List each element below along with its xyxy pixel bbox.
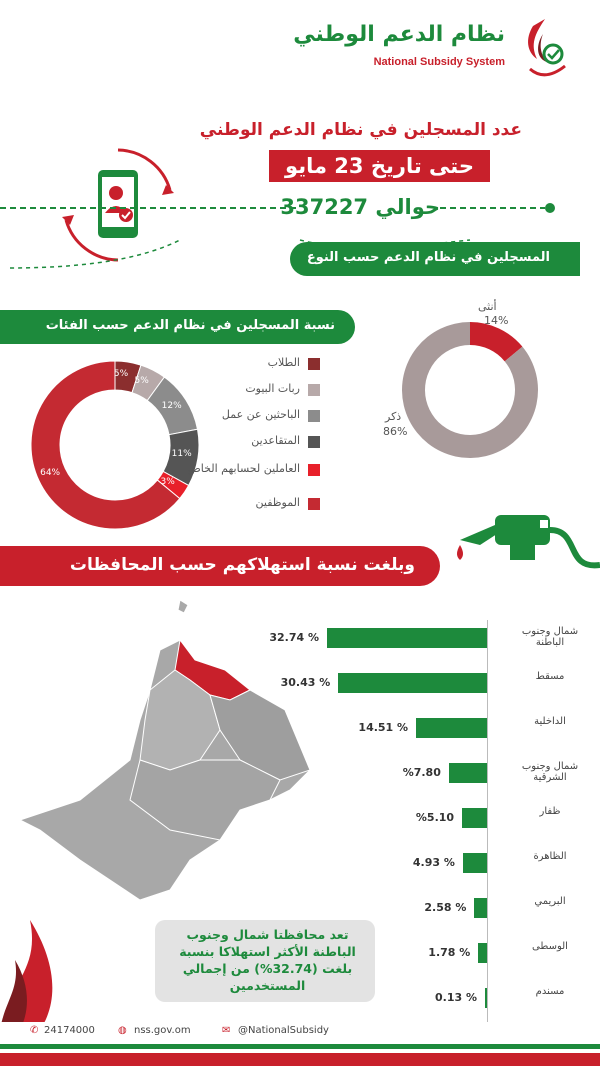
- fuel-nozzle-icon: [440, 510, 600, 580]
- legend-swatch: [308, 436, 320, 448]
- twitter-icon: ✉: [222, 1025, 231, 1036]
- globe-icon: ◍: [118, 1025, 127, 1036]
- gender-banner-title: المسجلين في نظام الدعم حسب النوع: [306, 250, 550, 265]
- province-name: مسندم: [535, 986, 565, 997]
- footer: [0, 1022, 600, 1042]
- province-name: الداخلية: [534, 716, 566, 727]
- category-slice-label: 5%: [134, 376, 149, 387]
- legend-swatch: [308, 358, 320, 370]
- footer-stripe: [0, 1044, 600, 1066]
- province-bar: [485, 988, 487, 1008]
- footer-phone[interactable]: 24174000: [44, 1025, 95, 1036]
- registered-count: حوالي 337227: [280, 195, 440, 219]
- province-bar: [478, 943, 487, 963]
- legend-swatch: [308, 464, 320, 476]
- male-label: ذكر: [385, 410, 402, 423]
- legend-label: الطلاب: [267, 356, 300, 369]
- province-name: الظاهرة: [533, 851, 567, 862]
- gender-donut-chart: [400, 320, 540, 460]
- category-slice-label: 12%: [161, 400, 182, 411]
- province-bar: [416, 718, 487, 738]
- province-name: شمال وجنوب الشرقية: [521, 761, 579, 783]
- province-value: %7.80: [402, 766, 441, 779]
- category-slice-label: 11%: [171, 448, 192, 459]
- province-value: % 2.58: [424, 901, 467, 914]
- province-bar: [449, 763, 487, 783]
- categories-banner-title: نسبة المسجلين في نظام الدعم حسب الفئات: [45, 318, 335, 333]
- province-bar: [327, 628, 487, 648]
- province-value: % 14.51: [358, 721, 409, 734]
- categories-donut-chart: [30, 360, 200, 530]
- legend-swatch: [308, 498, 320, 510]
- province-value: %5.10: [415, 811, 455, 824]
- province-bar: [474, 898, 487, 918]
- decorative-flames: [0, 920, 70, 1030]
- footer-twitter[interactable]: @NationalSubsidy: [238, 1025, 329, 1036]
- province-bar: [462, 808, 487, 828]
- categories-banner: [0, 310, 355, 344]
- province-value: % 1.78: [428, 946, 471, 959]
- province-value: % 4.93: [412, 856, 455, 869]
- phone-icon: ✆: [30, 1025, 39, 1036]
- province-value: % 0.13: [435, 991, 477, 1004]
- province-name: ظفار: [539, 806, 561, 817]
- logo-english: National Subsidy System: [373, 56, 505, 68]
- province-name: الوسطى: [532, 941, 568, 952]
- gender-banner: [290, 242, 580, 276]
- consumption-banner: [0, 546, 440, 586]
- legend-label: المتقاعدين: [251, 434, 300, 447]
- province-name: مسقط: [535, 671, 565, 682]
- category-slice-label: 5%: [113, 369, 129, 380]
- oman-map: [20, 600, 320, 900]
- male-pct: 86%: [383, 425, 408, 438]
- category-slice-label: 64%: [40, 467, 61, 478]
- category-slice-label: 3%: [160, 477, 175, 488]
- note-text: تعد محافظتا شمال وجنوب الباطنة الأكثر استهلاكا بنسبة بلغت (32.74%) من إجمالي المستخدمين: [179, 927, 356, 993]
- logo-arabic: نظام الدعم الوطني: [293, 22, 505, 47]
- registered-title: عدد المسجلين في نظام الدعم الوطني: [199, 120, 522, 140]
- logo-mark: [515, 14, 575, 84]
- province-bar: [463, 853, 487, 873]
- province-bar: [338, 673, 487, 693]
- province-name: البريمي: [534, 896, 566, 907]
- legend-swatch: [308, 384, 320, 396]
- registered-date: حتى تاريخ 23 مايو: [269, 150, 490, 182]
- footer-website[interactable]: nss.gov.om: [134, 1025, 191, 1036]
- legend-label: ربات البيوت: [245, 382, 300, 395]
- legend-swatch: [308, 410, 320, 422]
- female-label: أنثى: [478, 300, 497, 313]
- legend-label: العاملين لحسابهم الخاص: [187, 462, 300, 475]
- province-value: % 30.43: [280, 676, 331, 689]
- legend-label: الموظفين: [255, 496, 300, 509]
- province-name: شمال وجنوب الباطنة: [521, 626, 579, 648]
- bar-axis: [487, 620, 488, 1025]
- consumption-banner-title: وبلغت نسبة استهلاكهم حسب المحافظات: [69, 555, 415, 575]
- province-value: % 32.74: [269, 631, 319, 644]
- legend-label: الباحثين عن عمل: [221, 408, 300, 421]
- female-pct: 14%: [484, 314, 509, 327]
